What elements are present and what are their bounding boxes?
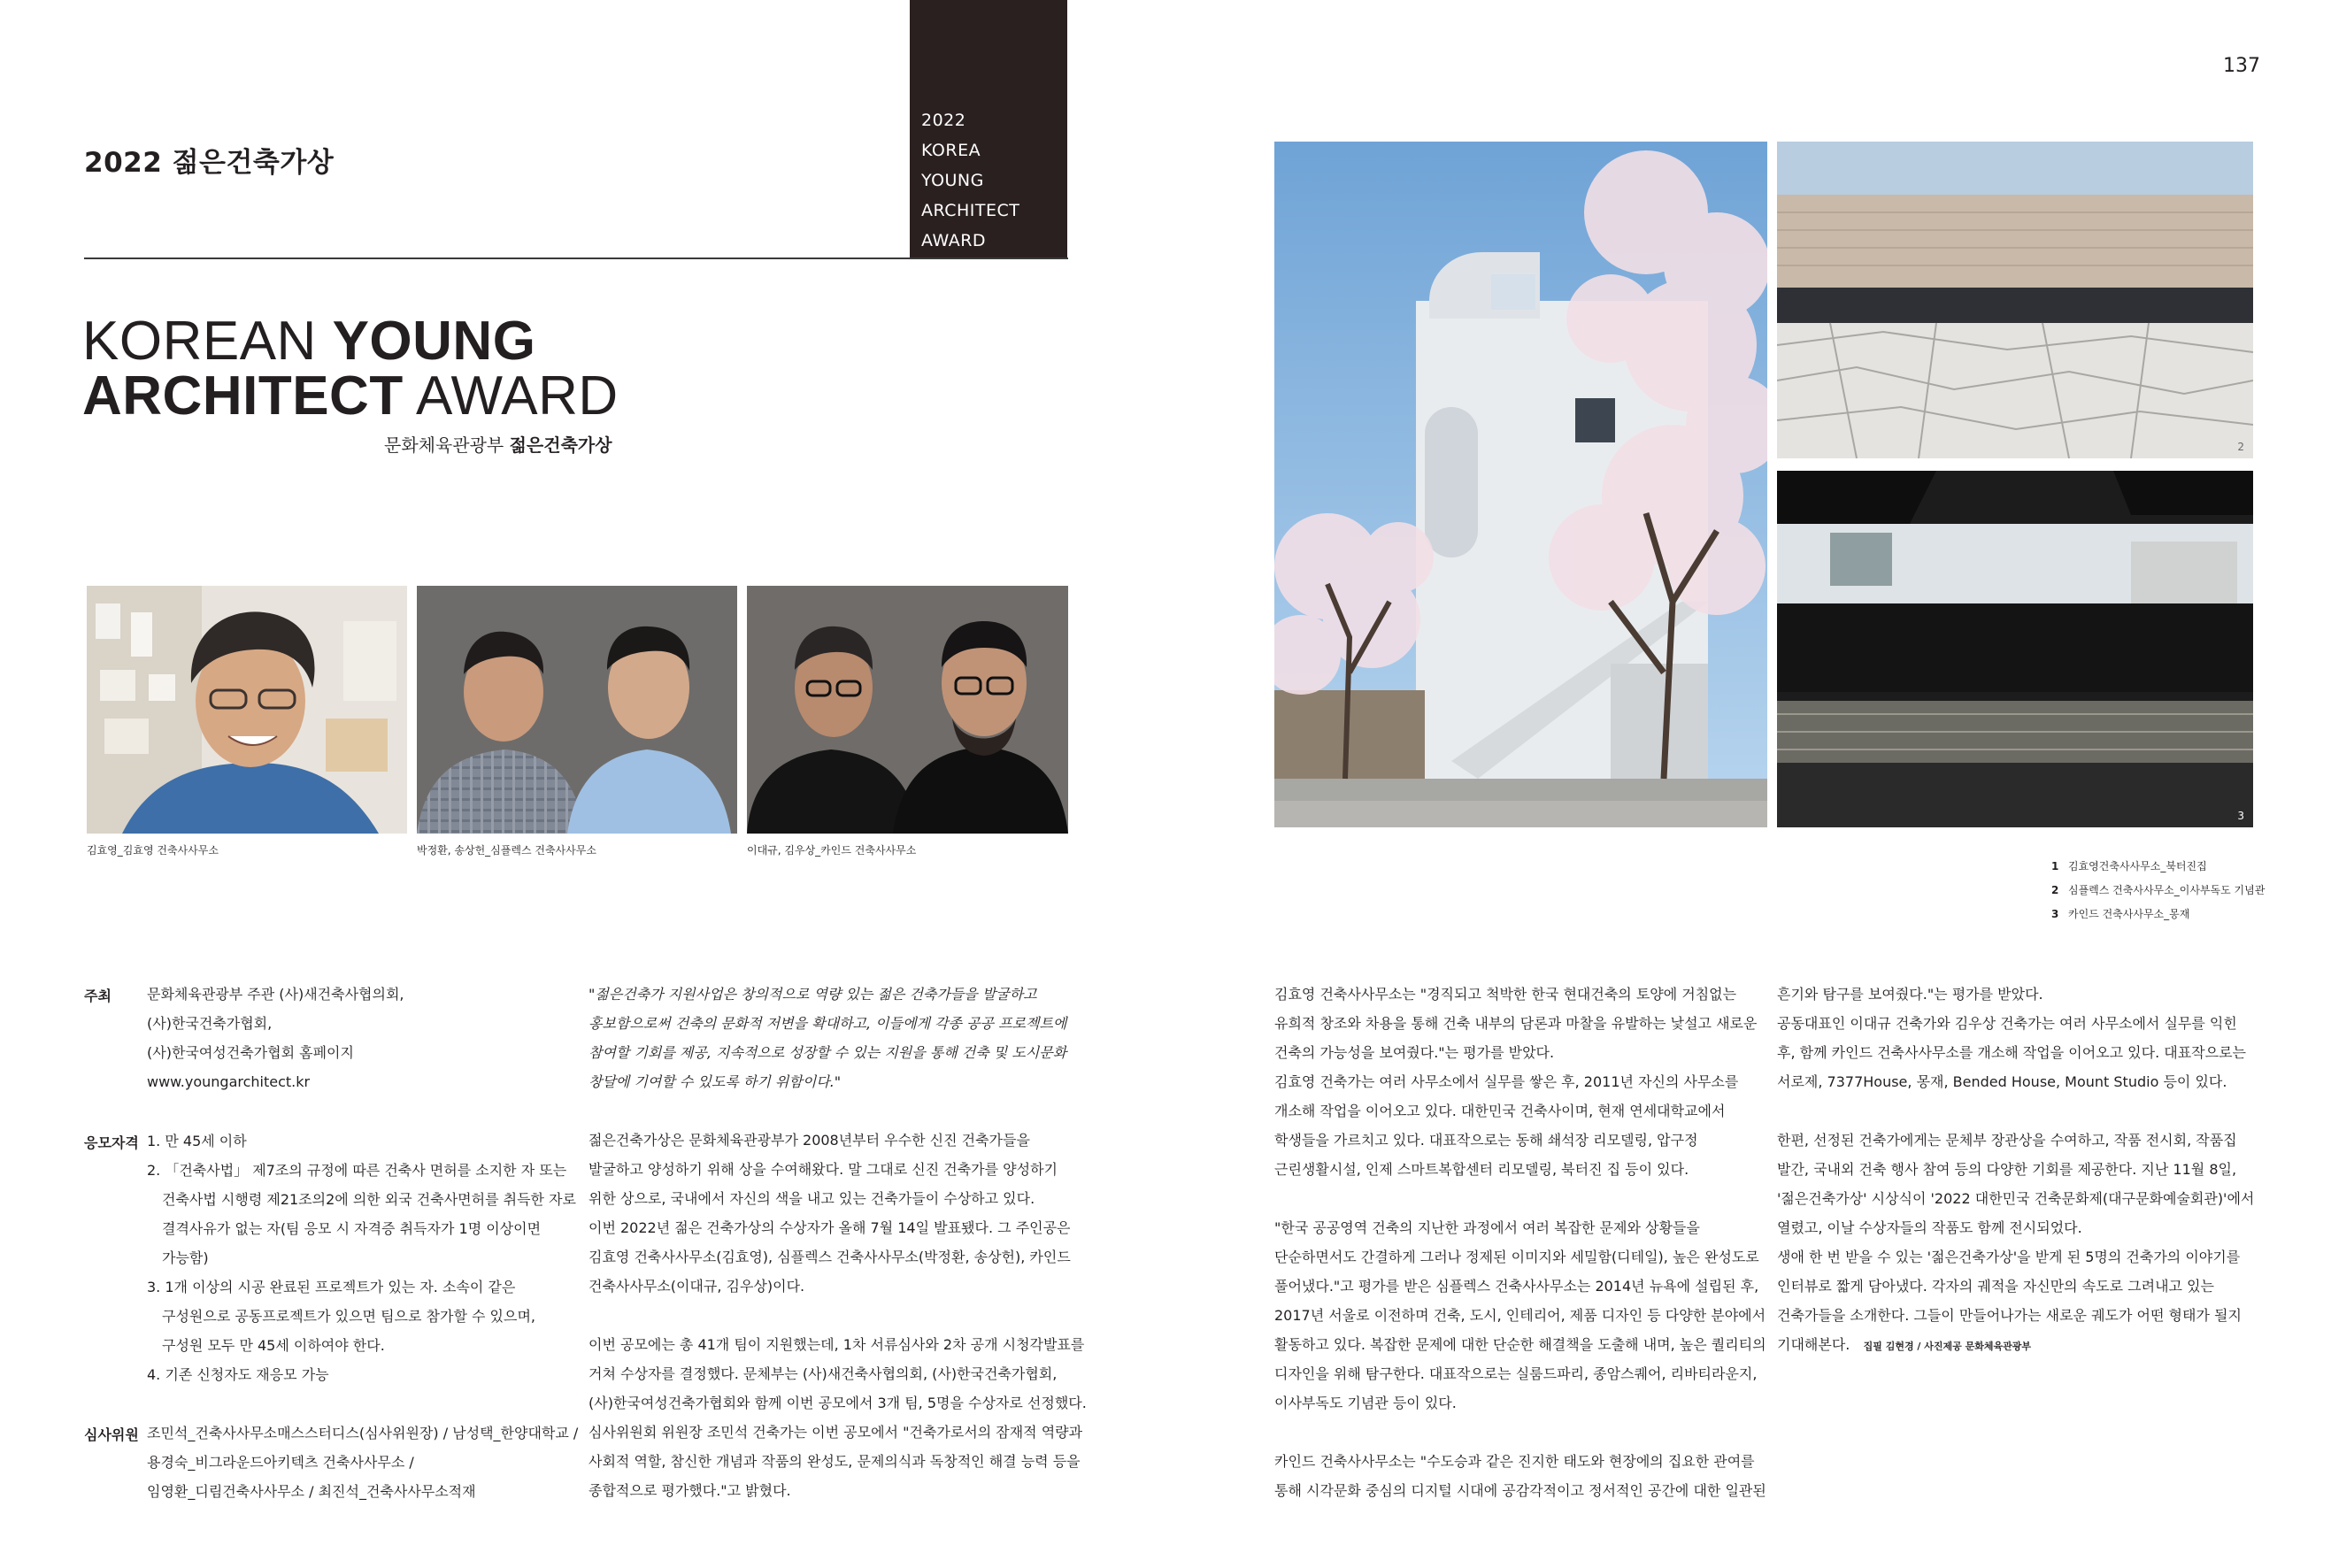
text-line: 조민석_건축사사무소매스스터디스(심사위원장) / 남성택_한양대학교 / <box>147 1425 579 1441</box>
portrait-photo <box>417 586 737 834</box>
text-line: 4. 기존 신청자도 재응모 가능 <box>147 1366 329 1383</box>
text-line: 김효영 건축사사무소는 "경직되고 척박한 한국 현대건축의 토양에 거침없는 <box>1274 986 1737 1003</box>
portrait-illustration <box>87 586 407 834</box>
portrait-caption: 김효영_김효영 건축사사무소 <box>87 844 219 857</box>
photo-caption <box>2051 855 2265 879</box>
text-line: (사)한국여성건축가협회 홈페이지 <box>147 1044 354 1061</box>
title-bold: YOUNG <box>332 311 536 372</box>
text-line: 구성원으로 공동프로젝트가 있으면 팀으로 참가할 수 있으며, <box>162 1308 536 1325</box>
quote-line: 창달에 기여할 수 있도록 하기 위함이다." <box>589 1073 842 1090</box>
text-line: 이사부독도 기념관 등이 있다. <box>1274 1395 1457 1411</box>
text-line: 임영환_디림건축사사무소 / 최진석_건축사사무소적재 <box>147 1483 476 1500</box>
quote-line: "젊은건축가 지원사업은 창의적으로 역량 있는 젊은 건축가들을 발굴하고 <box>589 986 1037 1003</box>
text-line: 개소해 작업을 이어오고 있다. 대한민국 건축사이며, 현재 연세대학교에서 <box>1274 1103 1726 1119</box>
title-bold: ARCHITECT <box>82 365 404 427</box>
award-band <box>910 0 1067 258</box>
quote-line: 홍보함으로써 건축의 문화적 저변을 확대하고, 이들에게 각종 공공 프로젝트에 <box>589 1015 1067 1032</box>
subtitle-prefix: 문화체육관광부 <box>384 434 510 456</box>
subtitle-bold: 젊은건축가상 <box>509 434 612 456</box>
text-line: 풀어냈다."고 평가를 받은 심플렉스 건축사사무소는 2014년 뉴욕에 설립된 후, <box>1274 1278 1759 1295</box>
caption-text: 심플렉스 건축사사무소_이사부독도 기념관 <box>2068 884 2266 896</box>
text-line: 2. 「건축사법」 제7조의 규정에 따른 건축사 면허를 소지한 자 또는 <box>147 1162 567 1179</box>
text-line: 서로제, 7377House, 몽재, Bended House, Mount Studio 등이 있다. <box>1777 1073 2227 1090</box>
text-line: 디자인을 위해 탐구한다. 대표작으로는 실룸드파리, 종암스퀘어, 리바티라운지, <box>1274 1365 1758 1382</box>
text-line: 발간, 국내외 건축 행사 참여 등의 다양한 기회를 제공한다. 지난 11월 8일, <box>1777 1161 2237 1178</box>
title-light: KOREAN <box>82 311 333 372</box>
article-column-3 <box>1274 980 1766 1505</box>
page-number: 137 <box>2223 55 2260 77</box>
text-line: 생애 한 번 받을 수 있는 '젊은건축가상'을 받게 된 5명의 건축가의 이야기를 <box>1777 1249 2241 1265</box>
text-line: 문화체육관광부 주관 (사)새건축사협의회, <box>147 986 404 1003</box>
text-line: 건축의 가능성을 보여줬다."는 평가를 받았다. <box>1274 1044 1555 1061</box>
courtyard-frame-illustration <box>1777 471 2253 827</box>
jury-lines <box>147 1418 578 1506</box>
text-line: 김효영 건축가는 여러 사무소에서 실무를 쌓은 후, 2011년 자신의 사무소를 <box>1274 1073 1739 1090</box>
building-photo-3 <box>1777 471 2253 827</box>
article-column-4 <box>1777 980 2254 1361</box>
article-column-2 <box>589 980 1087 1505</box>
band-line: ARCHITECT <box>921 201 1020 220</box>
text-line: 건축사사무소(이대규, 김우상)이다. <box>589 1278 805 1295</box>
photo-credit: 집필 김현경 / 사진제공 문화체육관광부 <box>1863 1341 2031 1352</box>
text-line: 김효영 건축사사무소(김효영), 심플렉스 건축사사무소(박정환, 송상헌), 카인드 <box>589 1249 1071 1265</box>
text-line: 이번 공모에는 총 41개 팀이 지원했는데, 1차 서류심사와 2차 공개 시청각발표를 <box>589 1336 1085 1353</box>
host-label: 주최 <box>84 988 112 1004</box>
text-line: 위한 상으로, 국내에서 자신의 색을 내고 있는 건축가들이 수상하고 있다. <box>589 1190 1035 1207</box>
last-line-text: 기대해본다. <box>1777 1336 1850 1353</box>
text-line: 후, 함께 카인드 건축사사무소를 개소해 작업을 이어오고 있다. 대표작으로는 <box>1777 1044 2246 1061</box>
text-line: 통해 시각문화 중심의 디지털 시대에 공감각적이고 정서적인 공간에 대한 일관된 <box>1274 1482 1766 1499</box>
photo-number: 3 <box>2237 810 2244 822</box>
band-line: 2022 <box>921 111 966 130</box>
text-line: www.youngarchitect.kr <box>147 1073 311 1090</box>
title-light: AWARD <box>403 365 619 427</box>
photo-caption <box>2051 879 2265 903</box>
text-line: 종합적으로 평가했다."고 밝혔다. <box>589 1482 791 1499</box>
text-line: 사회적 역할, 참신한 개념과 작품의 완성도, 문제의식과 독창적인 해결 능력 등을 <box>589 1453 1081 1470</box>
portrait-caption: 박정환, 송상헌_심플렉스 건축사사무소 <box>417 844 596 857</box>
band-line: AWARD <box>921 231 987 250</box>
eligibility-label: 응모자격 <box>84 1134 139 1151</box>
caption-text: 카인드 건축사사무소_몽재 <box>2068 908 2190 920</box>
caption-number: 1 <box>2051 860 2059 872</box>
band-line: KOREA <box>921 141 981 160</box>
text-line: "한국 공공영역 건축의 지난한 과정에서 여러 복잡한 문제와 상황들을 <box>1274 1219 1700 1236</box>
text-line: 구성원 모두 만 45세 이하여야 한다. <box>162 1337 385 1354</box>
text-line: 열렸고, 이날 수상자들의 작품도 함께 전시되었다. <box>1777 1219 2082 1236</box>
text-line: 건축사법 시행령 제21조의2에 의한 외국 건축사면허를 취득한 자로 <box>162 1191 576 1208</box>
text-line: 1. 만 45세 이하 <box>147 1133 247 1149</box>
caption-number: 2 <box>2051 884 2059 896</box>
text-line: 학생들을 가르치고 있다. 대표작으로는 동해 쇄석장 리모델링, 압구정 <box>1274 1132 1698 1149</box>
text-line: 건축가들을 소개한다. 그들이 만들어나가는 새로운 궤도가 어떤 형태가 될지 <box>1777 1307 2242 1324</box>
memorial-hall-illustration <box>1777 142 2253 458</box>
caption-text: 김효영건축사사무소_북터진집 <box>2068 860 2207 872</box>
portrait-illustration <box>417 586 737 834</box>
text-line: '젊은건축가상' 시상식이 '2022 대한민국 건축문화제(대구문화예술회관)'에서 <box>1777 1190 2255 1207</box>
building-photo-2 <box>1777 142 2253 458</box>
text-line: 발굴하고 양성하기 위해 상을 수여해왔다. 말 그대로 신진 건축가를 양성하기 <box>589 1161 1058 1178</box>
text-line: 결격사유가 없는 자(팀 응모 시 자격증 취득자가 1명 이상이면 <box>162 1220 542 1237</box>
text-line: 카인드 건축사사무소는 "수도승과 같은 진지한 태도와 현장에의 집요한 관여를 <box>1274 1453 1755 1470</box>
text-line: 인터뷰로 짧게 담아냈다. 각자의 궤적을 자신만의 속도로 그려내고 있는 <box>1777 1278 2214 1295</box>
text-line: 거쳐 수상자를 결정했다. 문체부는 (사)새건축사협의회, (사)한국건축가협회, <box>589 1365 1058 1382</box>
text-line: 2017년 서울로 이전하며 건축, 도시, 인테리어, 제품 디자인 등 다양한 분야에서 <box>1274 1307 1766 1324</box>
text-line: 근린생활시설, 인제 스마트복합센터 리모델링, 북터진 집 등이 있다. <box>1274 1161 1689 1178</box>
portrait-photo <box>747 586 1068 834</box>
header-divider <box>84 257 1068 259</box>
text-line: 공동대표인 이대규 건축가와 김우상 건축가는 여러 사무소에서 실무를 익힌 <box>1777 1015 2237 1032</box>
cherry-blossom-building-illustration <box>1274 142 1767 827</box>
text-line: (사)한국건축가협회, <box>147 1015 273 1032</box>
photo-caption <box>2051 903 2265 926</box>
portrait-photo <box>87 586 407 834</box>
photo-caption-list <box>2051 855 2265 926</box>
eligibility-lines <box>147 1126 576 1389</box>
caption-number: 3 <box>2051 908 2059 920</box>
text-line: 이번 2022년 젊은 건축가상의 수상자가 올해 7월 14일 발표됐다. 그 주인공은 <box>589 1219 1071 1236</box>
quote-line: 참여할 기회를 제공, 지속적으로 성장할 수 있는 지원을 통해 건축 및 도시문화 <box>589 1044 1067 1061</box>
portrait-caption: 이대규, 김우상_카인드 건축사사무소 <box>747 844 917 857</box>
photo-number: 2 <box>2237 441 2244 453</box>
building-photo-1 <box>1274 142 1767 827</box>
main-title <box>82 311 619 427</box>
text-line: 용경숙_비그라운드아키텍츠 건축사사무소 / <box>147 1454 414 1471</box>
issue-title: 2022 젊은건축가상 <box>84 147 335 179</box>
portrait-illustration <box>747 586 1068 834</box>
band-line: YOUNG <box>921 171 984 190</box>
text-line: 활동하고 있다. 복잡한 문제에 대한 단순한 해결책을 도출해 내며, 높은 퀄리티의 <box>1274 1336 1766 1353</box>
text-line: (사)한국여성건축가협회와 함께 이번 공모에서 3개 팀, 5명을 수상자로 선정했다. <box>589 1395 1087 1411</box>
text-line: 유희적 창조와 차용을 통해 건축 내부의 담론과 마찰을 유발하는 낯설고 새로운 <box>1274 1015 1758 1032</box>
text-line: 젊은건축가상은 문화체육관광부가 2008년부터 우수한 신진 건축가들을 <box>589 1132 1030 1149</box>
jury-label: 심사위원 <box>84 1426 139 1443</box>
text-line <box>1777 1330 2254 1361</box>
text-line: 한편, 선정된 건축가에게는 문체부 장관상을 수여하고, 작품 전시회, 작품집 <box>1777 1132 2237 1149</box>
text-line: 3. 1개 이상의 시공 완료된 프로젝트가 있는 자. 소속이 같은 <box>147 1279 516 1295</box>
text-line: 가능함) <box>162 1249 209 1266</box>
host-lines <box>147 980 404 1096</box>
text-line: 흔기와 탐구를 보여줬다."는 평가를 받았다. <box>1777 986 2043 1003</box>
text-line: 단순하면서도 간결하게 그러나 정제된 이미지와 세밀함(디테일), 높은 완성도로 <box>1274 1249 1759 1265</box>
subtitle <box>384 431 612 457</box>
text-line: 심사위원회 위원장 조민석 건축가는 이번 공모에서 "건축가로서의 잠재적 역량과 <box>589 1424 1083 1441</box>
